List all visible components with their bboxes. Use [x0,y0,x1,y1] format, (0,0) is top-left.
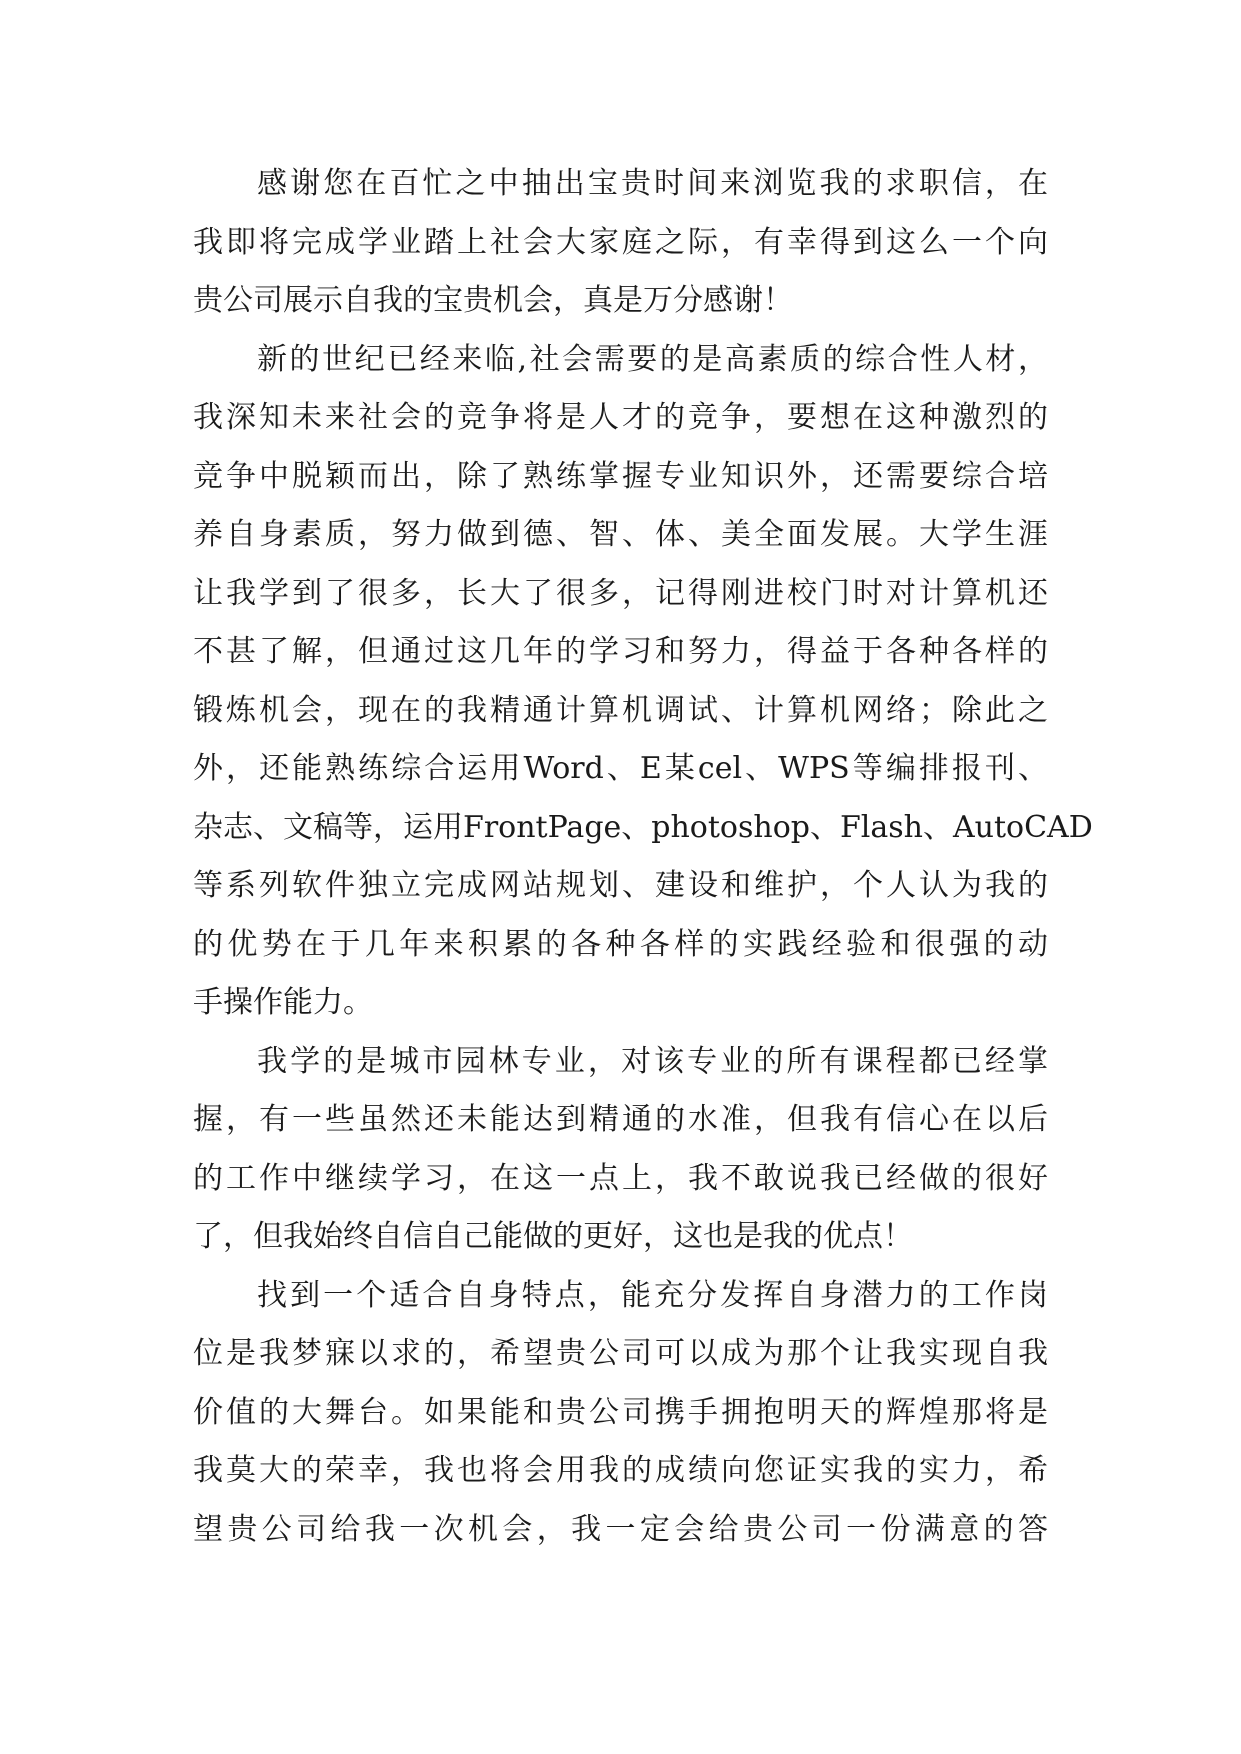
text-line: 外，还能熟练综合运用Word、E某cel、WPS等编排报刊、 [193,751,1048,786]
text-line: 让我学到了很多，长大了很多，记得刚进校门时对计算机还 [193,575,1048,611]
text-line: 我深知未来社会的竞争将是人才的竞争，要想在这种激烈的 [193,400,1048,435]
text-line: 我即将完成学业踏上社会大家庭之际，有幸得到这么一个向 [193,224,1048,260]
text-line: 找到一个适合自身特点，能充分发挥自身潜力的工作岗 [257,1277,1048,1313]
text-line: 的工作中继续学习，在这一点上，我不敢说我已经做的很好 [193,1160,1048,1196]
text-line: 新的世纪已经来临,社会需要的是高素质的综合性人材， [257,341,1048,377]
text-line: 手操作能力。 [193,985,373,1020]
text-line: 位是我梦寐以求的，希望贵公司可以成为那个让我实现自我 [193,1336,1048,1371]
text-line: 我学的是城市园林专业，对该专业的所有课程都已经掌 [257,1043,1048,1079]
text-line: 贵公司展示自我的宝贵机会，真是万分感谢！ [193,283,793,318]
text-line: 价值的大舞台。如果能和贵公司携手拥抱明天的辉煌那将是 [193,1394,1048,1430]
text-line: 等系列软件独立完成网站规划、建设和维护，个人认为我的 [193,868,1048,903]
text-line: 望贵公司给我一次机会，我一定会给贵公司一份满意的答 [193,1511,1048,1547]
text-line: 锻炼机会，现在的我精通计算机调试、计算机网络；除此之 [193,692,1048,728]
text-line: 我莫大的荣幸，我也将会用我的成绩向您证实我的实力，希 [193,1453,1048,1488]
text-line: 杂志、文稿等，运用FrontPage、photoshop、Flash、AutoCAD [193,809,1093,845]
text-line: 握，有一些虽然还未能达到精通的水准，但我有信心在以后 [193,1102,1048,1137]
text-line: 感谢您在百忙之中抽出宝贵时间来浏览我的求职信，在 [257,166,1048,201]
text-line: 竞争中脱颖而出，除了熟练掌握专业知识外，还需要综合培 [193,458,1048,494]
text-line: 不甚了解，但通过这几年的学习和努力，得益于各种各样的 [193,634,1048,669]
text-line: 了，但我始终自信自己能做的更好，这也是我的优点！ [193,1219,913,1254]
letter-body [193,155,1093,1559]
text-line: 养自身素质，努力做到德、智、体、美全面发展。大学生涯 [193,517,1048,552]
text-line: 的优势在于几年来积累的各种各样的实践经验和很强的动 [193,926,1048,962]
